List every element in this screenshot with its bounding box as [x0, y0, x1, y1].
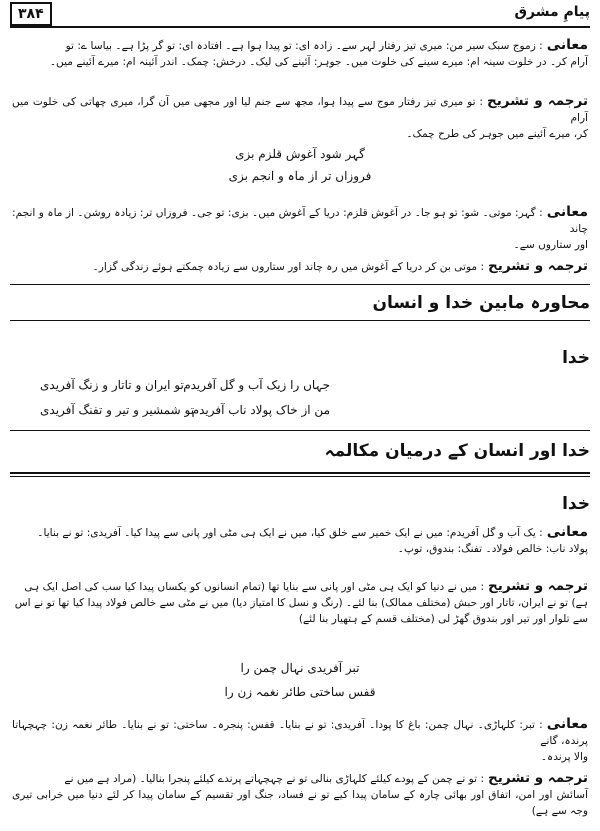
meanings-block-3	[12, 524, 588, 557]
translation-label: ترجمہ و تشریح	[487, 93, 589, 109]
meanings-text-line-2: والا پرندہ۔	[540, 751, 588, 763]
verse-2-line-1-right: جہاں را زیک آب و گل آفریدم	[183, 378, 330, 392]
meanings-text-line-2: آرام کر۔ در خلوت سینہ ام: میرے سینے کی خلوت میں۔ جوہر: آئینے کی لیک۔ درخش: چمک۔ اندر آئینہ ام: میرے آئینے میں۔	[49, 56, 588, 68]
translation-block-4	[12, 770, 588, 819]
meanings-text-line-1: : زموج سبک سیر من: میری تیز رفتار لہر سے۔ زادہ ای: تو پیدا ہوا ہے۔ افتادہ ای: تو گر پڑا ہے۔ بیاسا ے: تو	[65, 40, 543, 52]
meanings-block-1	[12, 37, 588, 70]
divider	[10, 430, 590, 431]
speaker-heading: خدا	[562, 348, 590, 368]
translation-text-line-2: کر، میرے آئینے میں جوہر کی طرح چمک۔	[406, 128, 588, 140]
verse-3-line-1: تبر آفریدی نہال چمن را	[240, 661, 360, 675]
meanings-text-line-1: : یک آب و گل آفریدم: میں نے ایک خمیر سے خلق کیا، میں نے ایک ہی مٹی اور پانی سے پیدا کیا۔ آفریدی: تو نے بنایا۔	[37, 527, 543, 539]
translation-text-line-1: : میں نے دنیا کو ایک ہی مٹی اور پانی سے بنایا تھا (تمام انسانوں کو یکساں پیدا کیا سب کی اصل ایک ہی	[24, 581, 485, 593]
translation-block-2	[12, 258, 588, 275]
book-title: پیامِ مشرق	[514, 4, 590, 20]
section-heading: محاورہ مابین خدا و انسان	[372, 293, 590, 313]
speaker-heading: خدا	[562, 494, 590, 514]
meanings-text-line-1: : گہر: موتی۔ شو: تو ہو جا۔ در آغوش قلزم: دریا کے آغوش میں۔ بزی: تو جی۔ فروزاں تر: زیادہ روشن۔ از ماہ و انجم: چاند	[12, 207, 588, 235]
meanings-block-2	[12, 204, 588, 253]
meanings-text-line-2: پولاد ناب: خالص فولاد۔ تفنگ: بندوق، توپ۔	[397, 543, 588, 555]
verse-1-line-1: گہر شود آغوش قلزم بزی	[235, 147, 365, 161]
verse-2-line-2-right: من از خاک پولاد ناب آفریدم	[191, 403, 330, 417]
verse-2-line-1-left: تو ایران و تاتار و زنگ آفریدی	[40, 378, 184, 392]
translation-text-line-1: : تو نے چمن کے پودے کیلئے کلہاڑی بنالی تو نے چہچہاتے پرندے کیلئے پنجرا بنالیا۔ (مراد ہے میں نے	[64, 773, 485, 785]
meanings-text-line-2: اور ستاروں سے۔	[513, 239, 588, 251]
translation-text-line-1: : تو میری تیز رفتار موج سے پیدا ہوا، مجھ سے جنم لیا اور مجھی میں آن گرا، میری چھاتی کی خلوت میں آرام	[12, 96, 588, 124]
translation-block-3	[12, 578, 588, 627]
verse-2-line-2-left: تو شمشیر و تیر و تفنگ آفریدی	[40, 403, 195, 417]
subheading: خدا اور انسان کے درمیان مکالمہ	[324, 441, 590, 461]
verse-1-line-2: فروزاں تر از ماہ و انجم بزی	[228, 169, 372, 183]
meanings-label: معانی	[546, 524, 588, 540]
divider	[10, 284, 590, 285]
meanings-label: معانی	[546, 204, 588, 220]
translation-text-line-3: سے تلوار اور تیر اور بندوق گھڑ لی (مختلف قسم کے ہتھیار بنا لئے)	[298, 613, 588, 625]
translation-text-line-1: : موتی بن کر دریا کے آغوش میں رہ چاند اور ستاروں سے زیادہ چمکتے ہوئے زندگی گزار۔	[92, 261, 485, 273]
meanings-text-line-1: : تبر: کلہاڑی۔ نہال چمن: باغ کا پودا۔ آفریدی: تو نے بنایا۔ قفس: پنجرہ۔ ساختی: تو نے بنایا۔ طائر نغمہ زن: چہچہاتا پرندہ، گانے	[12, 719, 588, 747]
divider	[10, 320, 590, 321]
translation-label: ترجمہ و تشریح	[488, 258, 588, 274]
meanings-block-4	[12, 716, 588, 765]
translation-label: ترجمہ و تشریح	[488, 578, 588, 594]
page-header	[10, 4, 590, 28]
meanings-label: معانی	[546, 37, 588, 53]
translation-label: ترجمہ و تشریح	[488, 770, 588, 786]
page-number: ۳۸۴	[10, 2, 52, 26]
translation-block-1	[12, 93, 588, 142]
double-divider	[10, 472, 590, 477]
verse-3-line-2: قفس ساختی طائر نغمہ زن را	[224, 685, 376, 699]
meanings-label: معانی	[546, 716, 588, 732]
translation-text-line-2: ہے) تو نے ایران، تاتار اور حبش (مختلف ممالک) بنا لئے۔ (رنگ و نسل کا امتیاز دیا) میں نے مٹی سے خالص فولاد پیدا کیا تھا تو نے اس	[14, 597, 588, 609]
translation-text-line-2: آسائش اور امن، اتفاق اور بھائی چارہ کے سامان پیدا کیے تو نے فساد، جنگ اور تقسیم کے سامان پیدا کر لئے دنیا میں خرابی تیری وجہ سے ہے)	[12, 789, 588, 817]
